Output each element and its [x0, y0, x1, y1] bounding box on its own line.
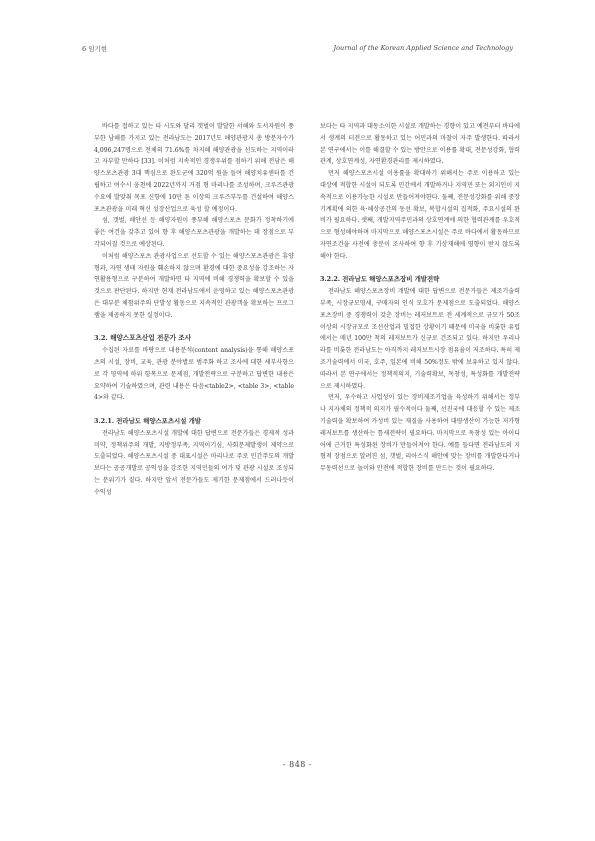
subsection-heading: 3.2.2. 전라남도 해양스포츠장비 개발전략	[320, 275, 440, 284]
paragraph: 전라남도 해양스포츠장비 개발에 대한 답변으로 전문가들은 제조기술력 부족, 시장규모영세, 구매자의 인식 모호가 문제점으로 도출되었다. 해양스포츠장비 중 경쟁력이 갖춘 장비는 레저보트로 전 세계적으로 규모가 50조이상의 시장규모로 조선산업과 밀접한 상황이기 때문에 미국을 비롯한 유럽에서는 매년 100만 척의 레저보트가 신규로 건조되고 있다. 하지만 우리나라를 비롯한 전라남도는 아직까지 레저보트시장 점유율이 저조하다. 특히 제조기술력에서 미국, 호주, 일본에 비해 50%정도 밖에 보유하고 있지 않다. 따라서 본 연구에서는 정책적의지, 기술력확보, 독창성, 특성화를 개발전략으로 제시하였다.	[320, 288, 520, 390]
header-page-author: 6 임기현	[82, 45, 108, 53]
running-header	[82, 44, 513, 56]
paragraph: 섬, 갯벌, 해안선 등 해양자원이 풍부해 해양스포츠 문화가 정착하기에 좋은 여건을 갖추고 있어 향 후 해양스포츠관광을 개발하는 데 장점으로 부각되어질 것으로 예상된다.	[94, 217, 294, 248]
paragraph: 수집된 자료를 바탕으로 내용분석(content analysis)을 통해 해양스포츠의 시설, 장비, 교육, 관광 분야별로 범주화 하고 조사에 대한 세부사항으로 각 영역에 하위 항목으로 문제점, 개발전략으로 구분하고 답변한 내용은 요약하여 기술하였으며, 관련 내용은 다음<table2>, <table 3>, <table 4>와 같다.	[94, 347, 294, 402]
paragraph: 전라남도 해양스포츠시설 개발에 대한 답변으로 전문가들은 경제적 성과 미약, 정책위주의 개발, 지방정부족, 지역이기심, 사회문제발생이 제약으로 도출되었다. 해양스포츠시설 중 대표시설은 마리나로 주로 민간주도의 개발보다는 공공개발로 공익성을 강조한 지역민들의 여가 및 관광 시설로 조성되는 분위기가 짙다. 하지만 앞서 전문가들도 제기한 문제점에서 드러나듯이 수익성	[94, 429, 294, 496]
page-number: - 848 -	[282, 760, 313, 769]
right-column	[320, 121, 520, 475]
section-heading: 3.2. 해양스포츠산업 전문가 조사	[94, 334, 192, 343]
left-column	[94, 121, 294, 499]
paragraph: 바다를 접하고 있는 타 시도와 달리 갯벌이 발달한 서해와 도서자원이 풍부한 남해를 가지고 있는 전라남도는 2017년도 해양관광지 총 방문자수가 4,096,247명으로 전체의 71.6%를 차지해 해양관광을 선도하는 지역이라고 자부할 만하다 [33]. 이처럼 지속적인 경쟁우위를 점하기 위해 전남은 해양스포츠관광 3대 핵심으로 완도군에 320억 원을 들여 해양치유센터를 건립하고 여수시 웅천에 2022년까지 거점 형 마리나를 조성하며, 크루즈관광 수요에 발맞춰 목포 신항에 10만 톤 이상의 크루즈부두를 건설하여 해양스포츠관광을 미래 혁신 성장산업으로 육성 할 예정이다.	[94, 123, 294, 213]
paragraph: 먼저, 우수하고 사업성이 있는 장비제조기업을 육성하기 위해서는 정부나 지자체의 정책적 의지가 필수적이다 둘째, 선진국에 대응할 수 있는 제조기술력을 확보하여 가성비 있는 재질을 사용하여 대량생산이 가능한 저가형 레저보트를 생산하는 틈새전략이 필요하다. 마지막으로 독창성 있는 아이디어에 근거한 특성화된 장비가 만들어져야 한다. 예를 들다면 전라남도의 지형적 장점으로 알려진 섬, 갯벌, 리아스식 해안에 맞는 장비를 개발한다거나 무동력선으로 놀이와 안전에 적합한 장비를 만드는 것이 필요하다.	[320, 394, 520, 473]
paragraph: 보다는 타 지역과 대동소이한 시설로 개발하는 경향이 있고 예전부터 바다에서 생계의 터전으로 활동하고 있는 어민과의 마찰이 자주 발생한다. 따라서 본 연구에서는 이를 해결할 수 있는 방안으로 이용률 확대, 전문성강화, 협력관계, 상호연계성, 자연환경관리를 제시하였다.	[320, 123, 520, 166]
paragraph: 이처럼 해양스포츠 관광사업으로 선도할 수 있는 해양스포츠관광은 휴양형과, 자연 생태 자원을 훼손하지 않으며 환경에 대한 중요성을 강조하는 자연활용형으로 구분하여 개발하면 타 지역에 비해 경쟁력을 확보할 수 있을 것으로 판단된다. 하지만 현재 전라남도에서 운영하고 있는 해양스포츠관광은 대부분 체험위주의 단발성 활동으로 지속적인 관광객을 확보하는 프로그램을 제공하지 못한 실정이다.	[94, 252, 294, 319]
paragraph: 먼저 해양스포츠시설 이용률을 확대하기 위해서는 주로 이용하고 있는 대상에 적합한 시설이 되도록 민간에서 개발하거나 지역민 또는 외지인이 지속적으로 이용가능한 시설로 만들어져야한다. 둘째, 전문성강화를 위해 중장기계획에 의한 육·해상공간의 동선 확보, 복합시설의 집적화, 주요시설의 완비가 필요하다. 셋째, 개발지역주민과의 상호연계에 의한 협력관계를 우호적으로 형성해야하며 마지막으로 해양스포츠시설은 주로 바다에서 활동하므로 자연조건을 사전에 충분이 조사하여 향 후 기상재해에 영향이 받지 않도록 해야 한다.	[320, 170, 520, 260]
header-journal-title: Journal of the Korean Applied Science and Technology	[333, 44, 513, 52]
subsection-heading: 3.2.1. 전라남도 해양스포츠시설 개발	[94, 416, 201, 425]
